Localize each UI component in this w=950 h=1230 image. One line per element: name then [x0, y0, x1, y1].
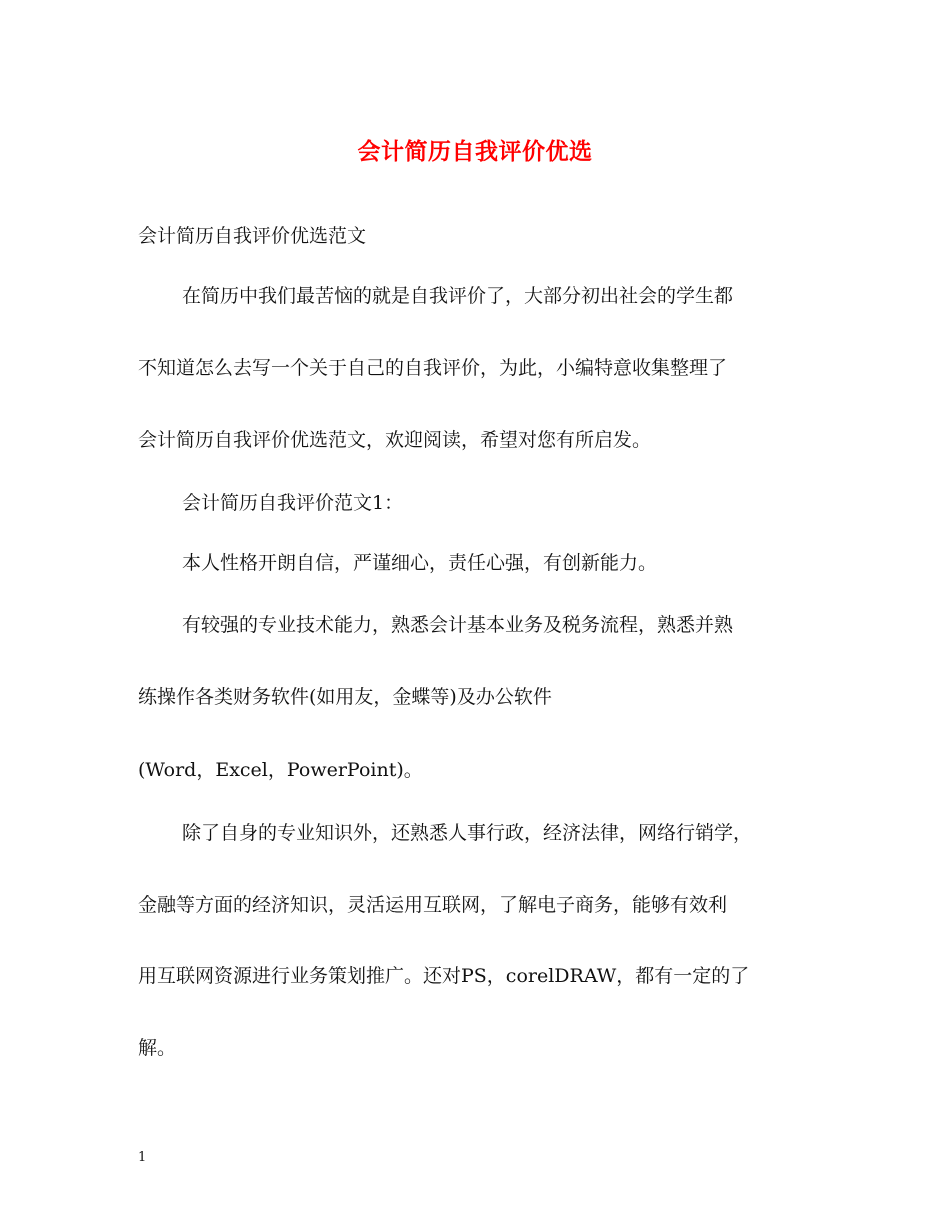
paragraph-1-line-1: 在简历中我们最苦恼的就是自我评价了，大部分初出社会的学生都 — [182, 285, 734, 307]
document-subtitle: 会计简历自我评价优选范文 — [138, 225, 367, 247]
paragraph-4-line-3: (Word，Excel，PowerPoint)。 — [138, 759, 423, 781]
paragraph-1-line-3: 会计简历自我评价优选范文，欢迎阅读，希望对您有所启发。 — [138, 429, 652, 451]
paragraph-5-line-4: 解。 — [138, 1037, 177, 1059]
paragraph-5-line-2: 金融等方面的经济知识，灵活运用互联网，了解电子商务，能够有效利 — [138, 894, 728, 916]
paragraph-5-line-1: 除了自身的专业知识外，还熟悉人事行政，经济法律，网络行销学， — [182, 822, 753, 844]
paragraph-3-line-1: 本人性格开朗自信，严谨细心，责任心强，有创新能力。 — [182, 552, 658, 574]
paragraph-5-line-3: 用互联网资源进行业务策划推广。还对PS，corelDRAW，都有一定的了 — [138, 965, 750, 987]
paragraph-2-line-1: 会计简历自我评价范文1： — [182, 492, 404, 514]
page-number: 1 — [138, 1150, 147, 1165]
document-title: 会计简历自我评价优选 — [357, 138, 593, 165]
paragraph-1-line-2: 不知道怎么去写一个关于自己的自我评价，为此，小编特意收集整理了 — [138, 357, 728, 379]
paragraph-4-line-1: 有较强的专业技术能力，熟悉会计基本业务及税务流程，熟悉并熟 — [182, 614, 734, 636]
paragraph-4-line-2: 练操作各类财务软件(如用友，金蝶等)及办公软件 — [138, 686, 552, 708]
